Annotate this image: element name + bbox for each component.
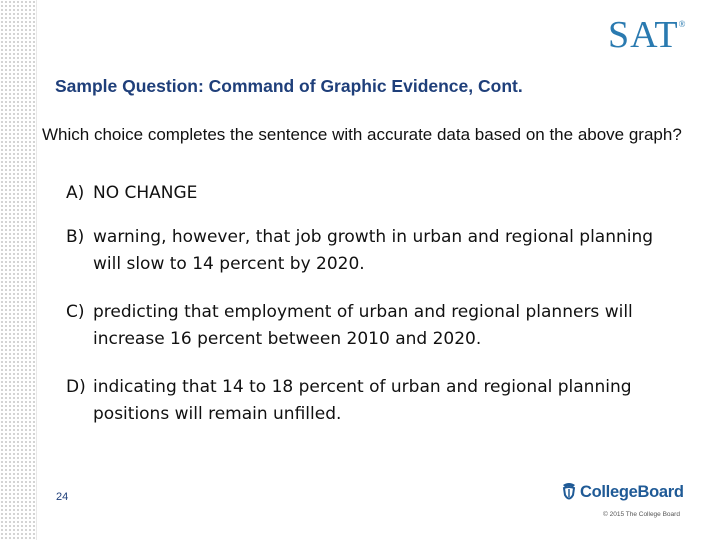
collegeboard-logo — [560, 481, 684, 503]
choice-text: NO CHANGE — [93, 183, 198, 203]
slide-title: Sample Question: Command of Graphic Evidence, Cont. — [55, 76, 523, 96]
question-prompt: Which choice completes the sentence with accurate data based on the above graph? — [42, 125, 682, 144]
brand-name: CollegeBoard — [580, 482, 684, 501]
copyright: © 2015 The College Board — [603, 511, 680, 518]
choice-text: predicting that employment of urban and regional planners will increase 16 percent between 2010 and 2020. — [93, 302, 633, 349]
page-number: 24 — [56, 491, 69, 503]
choice-c — [66, 299, 666, 353]
choice-b — [66, 224, 666, 278]
divider — [36, 0, 37, 540]
sat-logo: SAT® — [608, 14, 687, 56]
choice-letter: D) — [66, 377, 86, 397]
acorn-icon — [560, 481, 578, 503]
answer-choices — [66, 180, 666, 449]
choice-letter: B) — [66, 227, 85, 247]
choice-a — [66, 180, 666, 207]
choice-letter: C) — [66, 302, 85, 322]
choice-text: indicating that 14 to 18 percent of urban and regional planning positions will remain unfilled. — [93, 377, 632, 424]
choice-text: warning, however, that job growth in urban and regional planning will slow to 14 percent by 2020. — [93, 227, 654, 274]
decorative-dot-pattern — [0, 0, 36, 540]
choice-d — [66, 374, 666, 428]
choice-letter: A) — [66, 183, 85, 203]
